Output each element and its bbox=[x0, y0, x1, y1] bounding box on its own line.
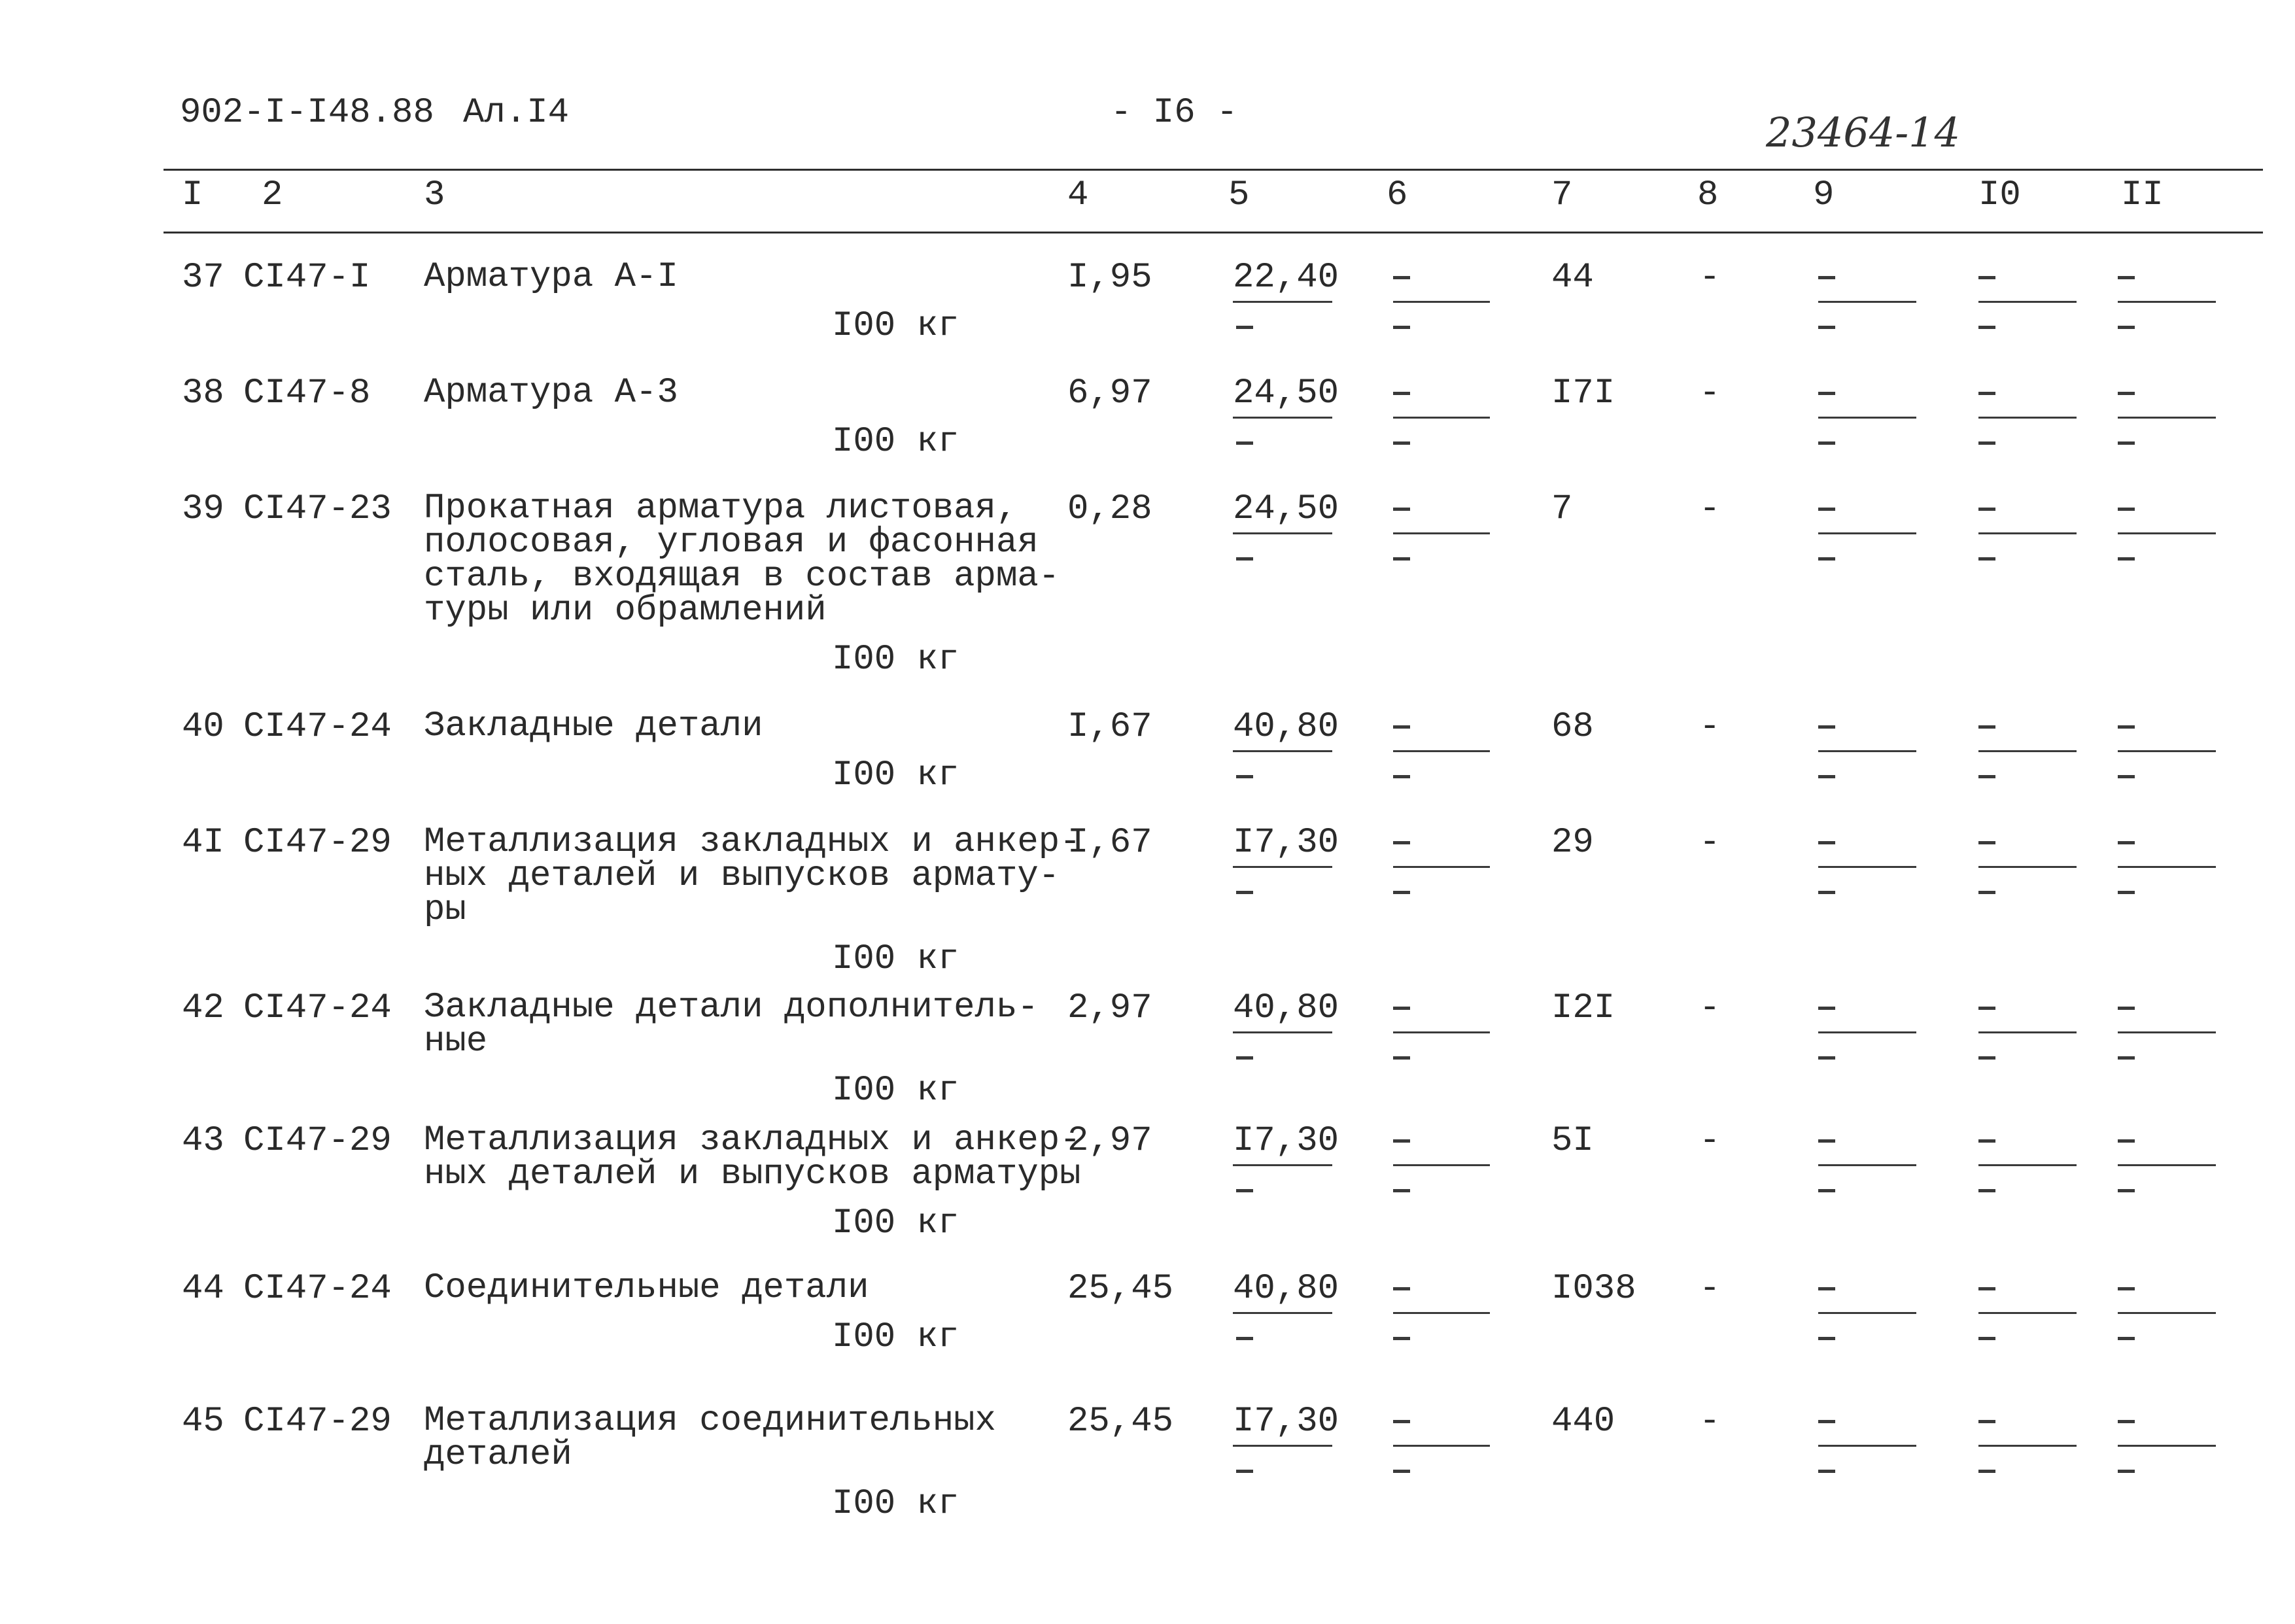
col9-dash bbox=[1818, 276, 1835, 279]
col11-dash bbox=[2118, 1420, 2135, 1423]
row-quantity: 2,97 bbox=[1067, 1121, 1152, 1161]
row-quantity: 25,45 bbox=[1067, 1269, 1174, 1309]
price-lower-dash bbox=[1236, 326, 1253, 329]
row-unit: I00 кг bbox=[832, 755, 959, 795]
row-number: 42 bbox=[182, 988, 224, 1028]
price-lower-dash bbox=[1236, 1189, 1253, 1192]
col6-lower-dash bbox=[1393, 441, 1410, 445]
col10-lower-dash bbox=[1978, 557, 1995, 561]
col6-underline bbox=[1393, 866, 1490, 868]
row-quantity: I,67 bbox=[1067, 707, 1152, 747]
col6-lower-dash bbox=[1393, 775, 1410, 778]
description-line: Соединительные детали bbox=[424, 1268, 869, 1308]
description-line: Прокатная арматура листовая, bbox=[424, 489, 1018, 528]
row-total: I7I bbox=[1551, 373, 1615, 413]
col10-underline bbox=[1978, 417, 2077, 419]
description-line: ных деталей и выпусков арматуры bbox=[424, 1154, 1081, 1194]
row-description bbox=[424, 373, 1071, 413]
row-unit: I00 кг bbox=[832, 1484, 959, 1524]
column-number-6: 6 bbox=[1387, 175, 1408, 215]
row-unit: I00 кг bbox=[832, 306, 959, 346]
col10-lower-dash bbox=[1978, 775, 1995, 778]
col6-dash bbox=[1393, 276, 1410, 279]
col9-underline bbox=[1818, 1312, 1916, 1314]
row-unit: I00 кг bbox=[832, 640, 959, 680]
row-code: CI47-24 bbox=[243, 988, 392, 1028]
row-number: 43 bbox=[182, 1121, 224, 1161]
column-number-4: 4 bbox=[1067, 175, 1089, 215]
description-line: ры bbox=[424, 890, 466, 930]
row-quantity: 25,45 bbox=[1067, 1402, 1174, 1442]
col11-underline bbox=[2118, 417, 2216, 419]
col10-lower-dash bbox=[1978, 1056, 1995, 1060]
col10-underline bbox=[1978, 1445, 2077, 1447]
row-number: 40 bbox=[182, 707, 224, 747]
description-line: Арматура А-I bbox=[424, 257, 678, 297]
col6-dash bbox=[1393, 725, 1410, 729]
row-code: CI47-23 bbox=[243, 489, 392, 529]
col8-dash: - bbox=[1699, 258, 1721, 298]
col10-underline bbox=[1978, 866, 2077, 868]
price-underline bbox=[1233, 1031, 1332, 1033]
col11-lower-dash bbox=[2118, 775, 2135, 778]
col9-dash bbox=[1818, 1139, 1835, 1143]
col6-underline bbox=[1393, 417, 1490, 419]
col11-dash bbox=[2118, 1007, 2135, 1010]
col9-underline bbox=[1818, 1164, 1916, 1166]
col8-dash: - bbox=[1699, 489, 1721, 529]
col8-dash: - bbox=[1699, 373, 1721, 413]
row-code: CI47-29 bbox=[243, 823, 392, 863]
description-line: Металлизация соединительных bbox=[424, 1401, 996, 1441]
col11-underline bbox=[2118, 1445, 2216, 1447]
column-number-7: 7 bbox=[1551, 175, 1573, 215]
row-number: 38 bbox=[182, 373, 224, 413]
col11-underline bbox=[2118, 532, 2216, 534]
col6-underline bbox=[1393, 750, 1490, 752]
table-header-rule bbox=[164, 232, 2263, 233]
handwritten-number: 23464-14 bbox=[1766, 109, 1961, 156]
col9-lower-dash bbox=[1818, 557, 1835, 561]
col6-lower-dash bbox=[1393, 1056, 1410, 1060]
row-code: CI47-29 bbox=[243, 1402, 392, 1442]
row-unit-price: 40,80 bbox=[1233, 988, 1339, 1028]
row-unit: I00 кг bbox=[832, 1071, 959, 1111]
price-underline bbox=[1233, 1312, 1332, 1314]
col6-lower-dash bbox=[1393, 891, 1410, 894]
col8-dash: - bbox=[1699, 1121, 1721, 1161]
row-description bbox=[424, 988, 1071, 1062]
col9-underline bbox=[1818, 301, 1916, 303]
col6-underline bbox=[1393, 1164, 1490, 1166]
row-unit: I00 кг bbox=[832, 1203, 959, 1243]
col6-lower-dash bbox=[1393, 326, 1410, 329]
col6-lower-dash bbox=[1393, 557, 1410, 561]
col11-lower-dash bbox=[2118, 1056, 2135, 1060]
col10-dash bbox=[1978, 841, 1995, 844]
price-lower-dash bbox=[1236, 1337, 1253, 1340]
col6-lower-dash bbox=[1393, 1470, 1410, 1473]
row-number: 4I bbox=[182, 823, 224, 863]
col9-lower-dash bbox=[1818, 1337, 1835, 1340]
col8-dash: - bbox=[1699, 823, 1721, 863]
row-code: CI47-I bbox=[243, 258, 371, 298]
col11-dash bbox=[2118, 276, 2135, 279]
col9-dash bbox=[1818, 1420, 1835, 1423]
column-number-11: II bbox=[2121, 175, 2164, 215]
col10-underline bbox=[1978, 1031, 2077, 1033]
col9-lower-dash bbox=[1818, 775, 1835, 778]
col10-dash bbox=[1978, 1007, 1995, 1010]
col11-dash bbox=[2118, 1139, 2135, 1143]
row-code: CI47-29 bbox=[243, 1121, 392, 1161]
col6-dash bbox=[1393, 1007, 1410, 1010]
price-underline bbox=[1233, 417, 1332, 419]
row-unit: I00 кг bbox=[832, 422, 959, 462]
description-line: Металлизация закладных и анкер- bbox=[424, 822, 1081, 862]
col11-lower-dash bbox=[2118, 557, 2135, 561]
column-number-10: I0 bbox=[1978, 175, 2021, 215]
row-unit-price: I7,30 bbox=[1233, 1121, 1339, 1161]
col11-underline bbox=[2118, 1312, 2216, 1314]
col10-underline bbox=[1978, 750, 2077, 752]
col6-underline bbox=[1393, 301, 1490, 303]
col10-lower-dash bbox=[1978, 1470, 1995, 1473]
col6-dash bbox=[1393, 392, 1410, 395]
col6-lower-dash bbox=[1393, 1189, 1410, 1192]
col9-lower-dash bbox=[1818, 1189, 1835, 1192]
col10-lower-dash bbox=[1978, 891, 1995, 894]
col10-dash bbox=[1978, 1420, 1995, 1423]
col9-dash bbox=[1818, 1007, 1835, 1010]
col11-dash bbox=[2118, 725, 2135, 729]
description-line: Закладные детали bbox=[424, 706, 763, 746]
row-description bbox=[424, 489, 1071, 631]
col6-lower-dash bbox=[1393, 1337, 1410, 1340]
row-total: 7 bbox=[1551, 489, 1573, 529]
row-quantity: 6,97 bbox=[1067, 373, 1152, 413]
description-line: Арматура А-3 bbox=[424, 373, 678, 413]
price-lower-dash bbox=[1236, 557, 1253, 561]
col11-lower-dash bbox=[2118, 1189, 2135, 1192]
col9-lower-dash bbox=[1818, 1056, 1835, 1060]
col10-lower-dash bbox=[1978, 1337, 1995, 1340]
row-total: I038 bbox=[1551, 1269, 1636, 1309]
description-line: ные bbox=[424, 1022, 488, 1062]
row-number: 39 bbox=[182, 489, 224, 529]
col6-dash bbox=[1393, 1139, 1410, 1143]
col6-underline bbox=[1393, 1445, 1490, 1447]
row-code: CI47-8 bbox=[243, 373, 371, 413]
col11-underline bbox=[2118, 750, 2216, 752]
column-number-9: 9 bbox=[1813, 175, 1835, 215]
row-code: CI47-24 bbox=[243, 707, 392, 747]
col9-underline bbox=[1818, 1445, 1916, 1447]
column-number-2: 2 bbox=[262, 175, 283, 215]
col11-lower-dash bbox=[2118, 326, 2135, 329]
col10-dash bbox=[1978, 725, 1995, 729]
col10-dash bbox=[1978, 276, 1995, 279]
row-total: 68 bbox=[1551, 707, 1594, 747]
col8-dash: - bbox=[1699, 988, 1721, 1028]
price-underline bbox=[1233, 750, 1332, 752]
price-lower-dash bbox=[1236, 891, 1253, 894]
row-total: 44 bbox=[1551, 258, 1594, 298]
description-line: Металлизация закладных и анкер- bbox=[424, 1120, 1081, 1160]
column-number-5: 5 bbox=[1228, 175, 1250, 215]
row-unit-price: I7,30 bbox=[1233, 823, 1339, 863]
price-underline bbox=[1233, 866, 1332, 868]
price-lower-dash bbox=[1236, 441, 1253, 445]
price-lower-dash bbox=[1236, 1056, 1253, 1060]
row-description bbox=[424, 706, 1071, 746]
col10-underline bbox=[1978, 1164, 2077, 1166]
row-description bbox=[424, 1120, 1081, 1194]
table-top-rule bbox=[164, 169, 2263, 171]
col9-dash bbox=[1818, 1287, 1835, 1290]
col10-lower-dash bbox=[1978, 441, 1995, 445]
page-number: - I6 - bbox=[1111, 93, 1238, 133]
description-line: сталь, входящая в состав арма- bbox=[424, 557, 1060, 596]
col9-lower-dash bbox=[1818, 1470, 1835, 1473]
document-code: 902-I-I48.88 bbox=[180, 93, 434, 133]
row-number: 44 bbox=[182, 1269, 224, 1309]
price-lower-dash bbox=[1236, 1470, 1253, 1473]
description-line: деталей bbox=[424, 1435, 572, 1475]
col11-dash bbox=[2118, 841, 2135, 844]
col6-dash bbox=[1393, 1287, 1410, 1290]
row-total: 29 bbox=[1551, 823, 1594, 863]
col10-dash bbox=[1978, 1287, 1995, 1290]
col9-underline bbox=[1818, 866, 1916, 868]
row-unit: I00 кг bbox=[832, 939, 959, 979]
column-number-3: 3 bbox=[424, 175, 445, 215]
col10-lower-dash bbox=[1978, 1189, 1995, 1192]
row-unit-price: 24,50 bbox=[1233, 489, 1339, 529]
col9-lower-dash bbox=[1818, 891, 1835, 894]
price-underline bbox=[1233, 532, 1332, 534]
description-line: туры или обрамлений bbox=[424, 591, 827, 631]
col8-dash: - bbox=[1699, 1269, 1721, 1309]
col8-dash: - bbox=[1699, 1402, 1721, 1442]
col11-dash bbox=[2118, 508, 2135, 511]
col10-dash bbox=[1978, 508, 1995, 511]
row-unit-price: 22,40 bbox=[1233, 258, 1339, 298]
row-unit: I00 кг bbox=[832, 1317, 959, 1357]
price-lower-dash bbox=[1236, 775, 1253, 778]
col9-lower-dash bbox=[1818, 441, 1835, 445]
col9-dash bbox=[1818, 841, 1835, 844]
col10-lower-dash bbox=[1978, 326, 1995, 329]
col6-underline bbox=[1393, 532, 1490, 534]
column-number-1: I bbox=[182, 175, 203, 215]
col11-lower-dash bbox=[2118, 1470, 2135, 1473]
row-unit-price: I7,30 bbox=[1233, 1402, 1339, 1442]
col9-lower-dash bbox=[1818, 326, 1835, 329]
col8-dash: - bbox=[1699, 707, 1721, 747]
row-total: I2I bbox=[1551, 988, 1615, 1028]
col6-underline bbox=[1393, 1031, 1490, 1033]
col11-underline bbox=[2118, 301, 2216, 303]
col9-underline bbox=[1818, 750, 1916, 752]
row-quantity: 0,28 bbox=[1067, 489, 1152, 529]
row-description bbox=[424, 1268, 1071, 1308]
col11-dash bbox=[2118, 392, 2135, 395]
col11-underline bbox=[2118, 1164, 2216, 1166]
col10-underline bbox=[1978, 532, 2077, 534]
row-description bbox=[424, 1401, 1071, 1475]
row-code: CI47-24 bbox=[243, 1269, 392, 1309]
col11-lower-dash bbox=[2118, 441, 2135, 445]
description-line: полосовая, угловая и фасонная bbox=[424, 523, 1039, 562]
col11-lower-dash bbox=[2118, 891, 2135, 894]
row-number: 37 bbox=[182, 258, 224, 298]
sheet-label: Ал.I4 bbox=[463, 93, 570, 133]
row-quantity: I,67 bbox=[1067, 823, 1152, 863]
price-underline bbox=[1233, 1164, 1332, 1166]
col11-underline bbox=[2118, 866, 2216, 868]
col9-dash bbox=[1818, 508, 1835, 511]
col9-underline bbox=[1818, 417, 1916, 419]
row-unit-price: 40,80 bbox=[1233, 707, 1339, 747]
row-unit-price: 24,50 bbox=[1233, 373, 1339, 413]
col11-lower-dash bbox=[2118, 1337, 2135, 1340]
row-quantity: I,95 bbox=[1067, 258, 1152, 298]
description-line: ных деталей и выпусков армату- bbox=[424, 856, 1060, 896]
column-number-8: 8 bbox=[1697, 175, 1719, 215]
row-description bbox=[424, 822, 1081, 930]
col10-underline bbox=[1978, 1312, 2077, 1314]
description-line: Закладные детали дополнитель- bbox=[424, 988, 1039, 1028]
price-underline bbox=[1233, 301, 1332, 303]
col9-underline bbox=[1818, 1031, 1916, 1033]
col10-dash bbox=[1978, 1139, 1995, 1143]
row-quantity: 2,97 bbox=[1067, 988, 1152, 1028]
col6-dash bbox=[1393, 508, 1410, 511]
col6-dash bbox=[1393, 841, 1410, 844]
col9-dash bbox=[1818, 392, 1835, 395]
col6-underline bbox=[1393, 1312, 1490, 1314]
col9-dash bbox=[1818, 725, 1835, 729]
row-total: 5I bbox=[1551, 1121, 1594, 1161]
price-underline bbox=[1233, 1445, 1332, 1447]
col6-dash bbox=[1393, 1420, 1410, 1423]
row-unit-price: 40,80 bbox=[1233, 1269, 1339, 1309]
row-total: 440 bbox=[1551, 1402, 1615, 1442]
row-number: 45 bbox=[182, 1402, 224, 1442]
col10-underline bbox=[1978, 301, 2077, 303]
col11-underline bbox=[2118, 1031, 2216, 1033]
col10-dash bbox=[1978, 392, 1995, 395]
col11-dash bbox=[2118, 1287, 2135, 1290]
row-description bbox=[424, 257, 1071, 297]
col9-underline bbox=[1818, 532, 1916, 534]
